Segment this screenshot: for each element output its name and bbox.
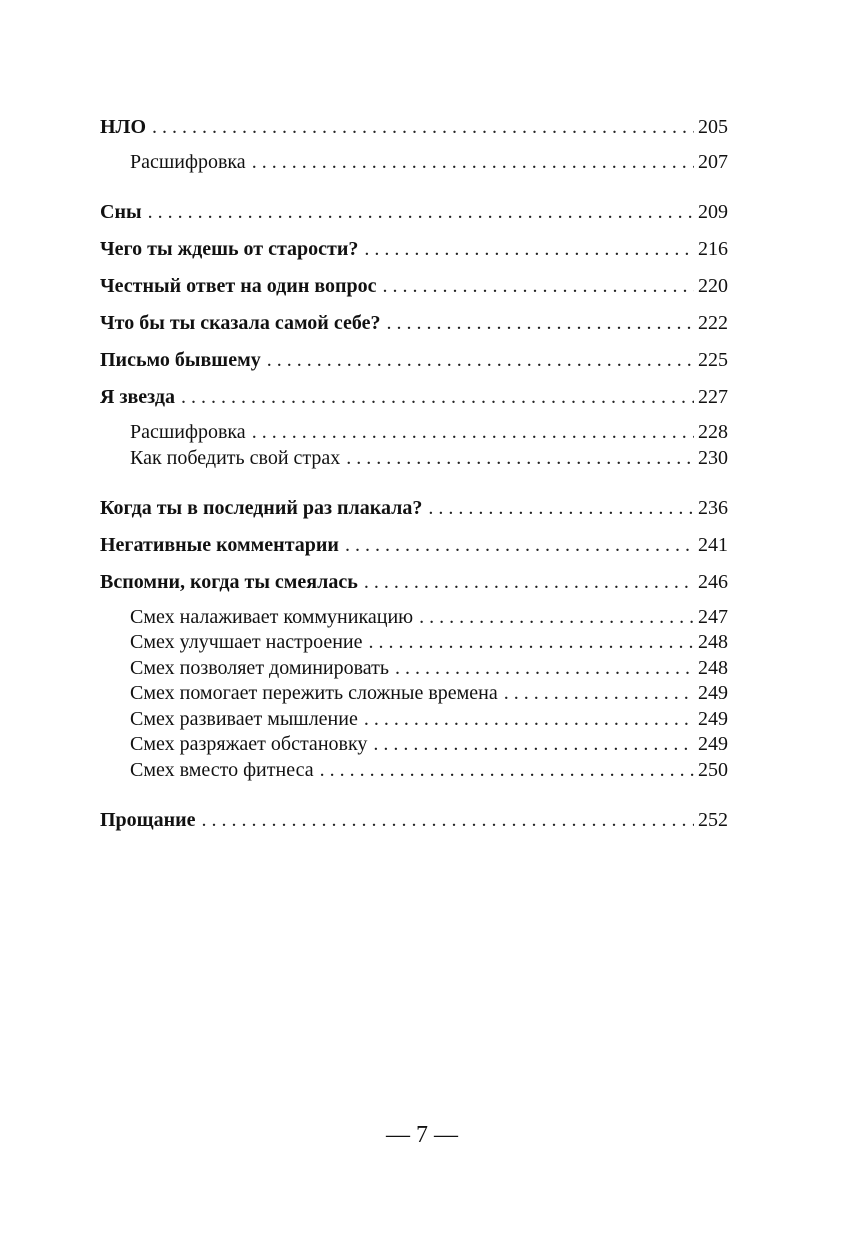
toc-entry-title: Негативные комментарии bbox=[100, 533, 339, 556]
toc-subsection-entry bbox=[100, 732, 728, 758]
toc-subsection-entry bbox=[100, 446, 728, 494]
page-number: — 7 — bbox=[386, 1122, 458, 1148]
dot-leader bbox=[364, 707, 694, 732]
toc-entry-page-number: 225 bbox=[698, 349, 728, 371]
dot-leader bbox=[364, 568, 694, 596]
toc-entry-title: Когда ты в последний раз плакала? bbox=[100, 496, 423, 519]
toc-subsection-entry bbox=[100, 707, 728, 733]
toc-entry-title: Смех помогает пережить сложные времена bbox=[130, 682, 498, 704]
toc-chapter-entry bbox=[100, 235, 728, 272]
toc-subsection-entry bbox=[100, 605, 728, 631]
toc-entry-page-number: 248 bbox=[698, 631, 728, 653]
toc-entry-page-number: 249 bbox=[698, 682, 728, 704]
toc-subsection-entry bbox=[100, 630, 728, 656]
toc-subsection-entry bbox=[100, 150, 728, 198]
toc-entry-title: Честный ответ на один вопрос bbox=[100, 275, 377, 297]
toc-entry-page-number: 252 bbox=[698, 808, 728, 831]
toc-entry-title: Как победить свой страх bbox=[130, 446, 341, 469]
toc-entry-title: Смех развивает мышление bbox=[130, 707, 358, 730]
toc-entry-page-number: 246 bbox=[698, 570, 728, 593]
dot-leader bbox=[395, 656, 694, 681]
dot-leader bbox=[428, 494, 694, 522]
toc-entry-page-number: 248 bbox=[698, 656, 728, 679]
toc-entry-title: Расшифровка bbox=[130, 151, 246, 173]
toc-entry-page-number: 249 bbox=[698, 733, 728, 755]
dot-leader bbox=[252, 420, 694, 445]
toc-chapter-entry bbox=[100, 383, 728, 420]
dot-leader bbox=[202, 806, 695, 834]
dot-leader bbox=[345, 531, 694, 559]
toc-entry-page-number: 207 bbox=[698, 151, 728, 173]
table-of-contents bbox=[100, 113, 728, 843]
dot-leader bbox=[148, 198, 694, 226]
toc-entry-title: Вспомни, когда ты смеялась bbox=[100, 570, 358, 593]
dot-leader bbox=[504, 681, 694, 706]
toc-entry-page-number: 230 bbox=[698, 446, 728, 469]
toc-entry-title: Сны bbox=[100, 201, 142, 223]
toc-entry-page-number: 205 bbox=[698, 116, 728, 138]
toc-chapter-entry bbox=[100, 531, 728, 568]
dot-leader bbox=[369, 630, 694, 655]
toc-entry-page-number: 220 bbox=[698, 275, 728, 297]
toc-entry-title: Смех позволяет доминировать bbox=[130, 656, 390, 679]
toc-chapter-entry bbox=[100, 272, 728, 309]
toc-entry-title: Смех улучшает настроение bbox=[130, 631, 363, 653]
toc-entry-title: Я звезда bbox=[100, 386, 175, 408]
toc-entry-page-number: 249 bbox=[698, 707, 728, 730]
toc-entry-page-number: 216 bbox=[698, 238, 728, 260]
toc-chapter-entry bbox=[100, 568, 728, 605]
dot-leader bbox=[267, 346, 694, 374]
dot-leader bbox=[386, 309, 694, 337]
dot-leader bbox=[252, 150, 694, 175]
toc-entry-title: Что бы ты сказала самой себе? bbox=[100, 312, 381, 334]
toc-entry-title: Смех вместо фитнеса bbox=[130, 758, 314, 781]
toc-entry-title: НЛО bbox=[100, 116, 147, 138]
dot-leader bbox=[383, 272, 694, 300]
toc-entry-page-number: 241 bbox=[698, 533, 728, 556]
toc-chapter-entry bbox=[100, 806, 728, 843]
toc-subsection-entry bbox=[100, 758, 728, 806]
toc-entry-title: Письмо бывшему bbox=[100, 349, 261, 371]
toc-entry-page-number: 236 bbox=[698, 496, 728, 519]
toc-chapter-entry bbox=[100, 309, 728, 346]
toc-entry-title: Смех разряжает обстановку bbox=[130, 733, 368, 755]
toc-entry-page-number: 222 bbox=[698, 312, 728, 334]
dot-leader bbox=[320, 758, 694, 783]
dot-leader bbox=[373, 732, 694, 757]
dot-leader bbox=[364, 235, 694, 263]
toc-subsection-entry bbox=[100, 656, 728, 682]
toc-entry-title: Смех налаживает коммуникацию bbox=[130, 605, 414, 628]
toc-entry-page-number: 227 bbox=[698, 386, 728, 408]
dot-leader bbox=[419, 605, 694, 630]
dot-leader bbox=[346, 446, 694, 471]
toc-chapter-entry bbox=[100, 113, 728, 150]
toc-chapter-entry bbox=[100, 494, 728, 531]
toc-entry-title: Прощание bbox=[100, 808, 196, 831]
toc-chapter-entry bbox=[100, 198, 728, 235]
toc-entry-page-number: 250 bbox=[698, 758, 728, 781]
toc-chapter-entry bbox=[100, 346, 728, 383]
toc-entry-page-number: 209 bbox=[698, 201, 728, 223]
toc-subsection-entry bbox=[100, 681, 728, 707]
dot-leader bbox=[181, 383, 694, 411]
toc-entry-page-number: 247 bbox=[698, 605, 728, 628]
toc-subsection-entry bbox=[100, 420, 728, 446]
toc-entry-title: Чего ты ждешь от старости? bbox=[100, 238, 359, 260]
dot-leader bbox=[152, 113, 694, 141]
toc-entry-title: Расшифровка bbox=[130, 421, 246, 443]
toc-entry-page-number: 228 bbox=[698, 421, 728, 443]
